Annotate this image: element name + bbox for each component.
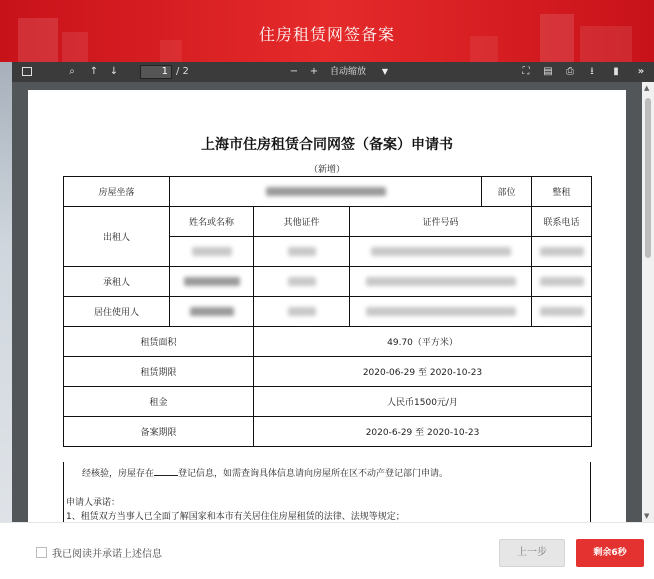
viewer-scrollbar[interactable] — [642, 82, 654, 522]
occupant-certno-redacted — [350, 297, 532, 327]
bookmark-icon[interactable]: ▮ — [613, 66, 619, 77]
area-value: 49.70（平方米） — [254, 327, 592, 357]
label-filing-period: 备案期限 — [64, 417, 254, 447]
lessor-phone-redacted — [532, 237, 592, 267]
page-number-input[interactable]: 1 — [140, 65, 172, 79]
label-area: 租赁面积 — [64, 327, 254, 357]
print-icon[interactable]: ⎙ — [566, 66, 574, 77]
column-phone: 联系电话 — [532, 207, 592, 237]
open-file-icon[interactable]: ▤ — [543, 66, 553, 77]
label-occupant: 居住使用人 — [64, 297, 170, 327]
zoom-select[interactable] — [326, 65, 392, 79]
scroll-down-arrow-icon[interactable]: ▼ — [644, 512, 650, 520]
download-icon[interactable]: ⭳ — [590, 66, 594, 77]
rent-value: 人民币1500元/月 — [254, 387, 592, 417]
scroll-up-arrow-icon[interactable]: ▲ — [644, 84, 650, 92]
background-strip — [0, 62, 12, 522]
period-value: 2020-06-29 至 2020-10-23 — [254, 357, 592, 387]
label-rent: 租金 — [64, 387, 254, 417]
occupant-phone-redacted — [532, 297, 592, 327]
lessee-phone-redacted — [532, 267, 592, 297]
search-icon[interactable]: ⌕ — [69, 66, 75, 77]
page-total: / 2 — [176, 66, 189, 77]
zoom-in-icon[interactable]: + — [309, 66, 319, 77]
document-subtitle: （新增） — [308, 165, 345, 175]
lessor-cert-redacted — [254, 237, 350, 267]
lessee-cert-redacted — [254, 267, 350, 297]
document-title: 上海市住房租赁合同网签（备案）申请书 — [201, 137, 453, 153]
more-tools-icon[interactable]: » — [637, 66, 645, 77]
column-cert-no: 证件号码 — [350, 207, 532, 237]
verification-text — [63, 462, 591, 490]
application-form-table — [63, 176, 592, 447]
occupant-cert-redacted — [254, 297, 350, 327]
agree-checkbox[interactable] — [36, 547, 47, 558]
zoom-out-icon[interactable]: − — [289, 66, 299, 77]
modal-title: 住房租赁网签备案 — [258, 25, 395, 44]
verification-text-end: 登记信息，如需查询具体信息请向房屋所在区不动产登记部门申请。 — [178, 469, 449, 479]
occupant-name-redacted — [170, 297, 254, 327]
pdf-page — [28, 90, 626, 530]
modal-footer — [0, 522, 654, 579]
pdf-viewer[interactable] — [12, 82, 654, 522]
filing-period-value: 2020-6-29 至 2020-10-23 — [254, 417, 592, 447]
label-lessor: 出租人 — [64, 207, 170, 267]
label-part: 部位 — [482, 177, 532, 207]
agree-label[interactable]: 我已阅读并承诺上述信息 — [52, 549, 162, 560]
column-other-cert: 其他证件 — [254, 207, 350, 237]
next-page-icon[interactable]: ↓ — [109, 66, 119, 77]
label-property-location: 房屋坐落 — [64, 177, 170, 207]
part-value: 整租 — [532, 177, 592, 207]
chevron-down-icon: ▼ — [381, 67, 388, 76]
zoom-select-value: 自动缩放 — [330, 67, 367, 77]
previous-page-icon[interactable]: ↑ — [89, 66, 99, 77]
scroll-thumb[interactable] — [645, 98, 651, 258]
lessor-certno-redacted — [350, 237, 532, 267]
verification-blank — [154, 466, 178, 476]
modal-header — [0, 0, 654, 62]
previous-step-button[interactable]: 上一步 — [499, 539, 565, 567]
lessor-name-redacted — [170, 237, 254, 267]
pledge-title: 申请人承诺： — [66, 498, 121, 508]
pdf-toolbar — [12, 62, 654, 82]
countdown-next-button[interactable]: 剩余6秒 — [576, 539, 644, 567]
lessee-name-redacted — [170, 267, 254, 297]
label-lessee: 承租人 — [64, 267, 170, 297]
property-address-redacted — [170, 177, 482, 207]
lessee-certno-redacted — [350, 267, 532, 297]
verification-text-start: 经核验，房屋存在 — [82, 469, 155, 479]
pledge-item-1: 1、租赁双方当事人已全面了解国家和本市有关居住住房屋租赁的法律、法规等规定； — [66, 512, 405, 522]
sidebar-toggle-icon[interactable] — [22, 65, 34, 79]
presentation-mode-icon[interactable]: ⛶ — [522, 66, 530, 77]
label-period: 租赁期限 — [64, 357, 254, 387]
column-name: 姓名或名称 — [170, 207, 254, 237]
